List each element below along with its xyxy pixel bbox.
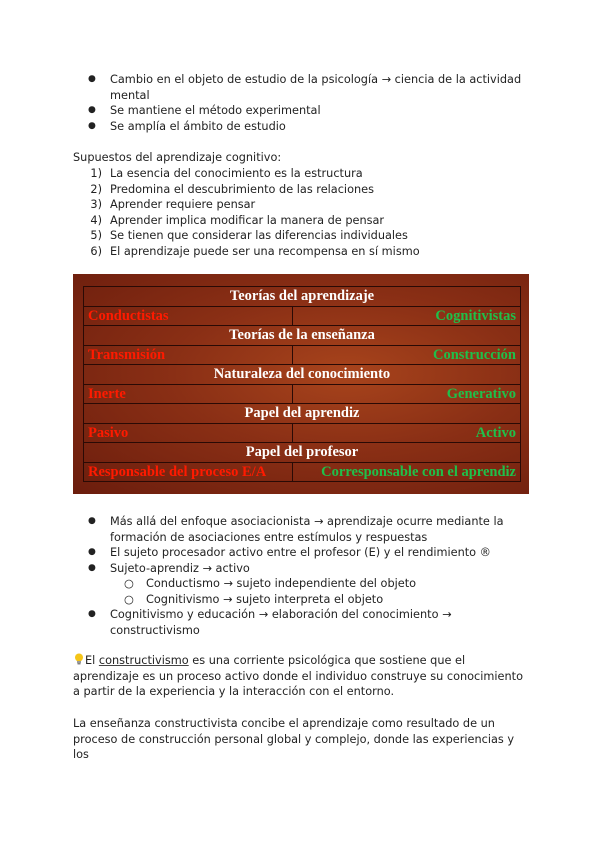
list-item-text: Cognitivismo y educación → elaboración del conocimiento → constructivismo [110, 608, 452, 637]
bullet-icon: ● [88, 120, 96, 131]
list-number: 4) [90, 213, 102, 227]
list-item [88, 561, 528, 577]
list-item-text: Se tienen que considerar las diferencias individuales [110, 229, 408, 242]
table-section-header: Papel del profesor [84, 443, 521, 463]
list-item [88, 166, 518, 182]
table-row [84, 365, 521, 385]
supuestos-numbered-list [88, 166, 518, 259]
table-cell-right: Construcción [293, 345, 521, 365]
theories-table-figure [73, 274, 529, 494]
list-item [88, 103, 528, 119]
table-cell-left: Pasivo [84, 423, 293, 443]
list-item-text: Cambio en el objeto de estudio de la psicología → ciencia de la actividad mental [110, 73, 522, 102]
list-item [88, 197, 518, 213]
paragraph-text-start: El [85, 654, 99, 667]
table-cell-right: Generativo [293, 384, 521, 404]
table-row [84, 287, 521, 307]
list-item-text: Más allá del enfoque asociacionista → aprendizaje ocurre mediante la formación de asociaciones entre estímulos y respuestas [110, 515, 504, 544]
bullet-icon: ● [88, 74, 96, 84]
bullet-icon: ● [88, 547, 96, 557]
table-row [84, 443, 521, 463]
list-item-text: La esencia del conocimiento es la estructura [110, 167, 363, 180]
list-item-text: Conductismo → sujeto independiente del objeto [146, 577, 417, 590]
top-bullet-list [88, 72, 528, 134]
table-row [84, 384, 521, 404]
list-item [88, 244, 518, 260]
table-cell-left: Inerte [84, 384, 293, 404]
list-item [88, 607, 528, 638]
list-item [88, 213, 518, 229]
list-item-text: Cognitivismo → sujeto interpreta el objeto [146, 592, 384, 606]
bullet-icon: ● [88, 609, 96, 619]
list-item [88, 182, 518, 198]
table-section-header: Papel del aprendiz [84, 404, 521, 424]
supuestos-heading: Supuestos del aprendizaje cognitivo: [73, 151, 282, 164]
lightbulb-icon [73, 653, 85, 665]
paragraph-text-rest: es una corriente psicológica que sostiene que el aprendizaje es un proceso activo donde el individuo construye su conocimiento a partir de la experiencia y la interacción con el entorno. [73, 654, 523, 698]
table-cell-left: Conductistas [84, 306, 293, 326]
table-row [84, 404, 521, 424]
constructivismo-term: constructivismo [98, 654, 189, 667]
list-item-text: Predomina el descubrimiento de las relaciones [110, 182, 374, 196]
mid-bullet-list [88, 514, 528, 638]
sub-list-item [88, 592, 528, 608]
table-row [84, 345, 521, 365]
bullet-icon: ● [88, 516, 96, 526]
table-row [84, 306, 521, 326]
list-item-text: El sujeto procesador activo entre el profesor (E) y el rendimiento ® [110, 546, 491, 559]
table-row [84, 423, 521, 443]
table-cell-right: Cognitivistas [293, 306, 521, 326]
list-item-text: Aprender implica modificar la manera de pensar [110, 213, 385, 227]
list-number: 1) [90, 167, 102, 180]
hollow-bullet-icon: ○ [124, 592, 134, 606]
list-item [88, 72, 528, 103]
table-section-header: Teorías del aprendizaje [84, 287, 521, 307]
table-cell-left: Responsable del proceso E/A [84, 462, 293, 482]
list-item [88, 228, 518, 244]
table-cell-right: Corresponsable con el aprendiz [293, 462, 521, 482]
list-item-text: El aprendizaje puede ser una recompensa en sí mismo [110, 244, 420, 258]
list-item [88, 545, 528, 561]
list-item-text: Se mantiene el método experimental [110, 104, 321, 117]
list-item [88, 119, 528, 135]
list-item [88, 514, 528, 545]
bullet-icon: ● [88, 562, 96, 573]
list-number: 5) [90, 229, 102, 242]
table-row [84, 326, 521, 346]
list-number: 6) [90, 244, 102, 258]
sub-list-item [88, 576, 528, 592]
theories-table [83, 286, 521, 482]
ensenanza-paragraph: La enseñanza constructivista concibe el aprendizaje como resultado de un proceso de construcción personal global y complejo, donde las experiencias y los [73, 717, 515, 761]
constructivismo-paragraph [73, 653, 533, 700]
table-section-header: Teorías de la enseñanza [84, 326, 521, 346]
list-number: 3) [90, 198, 102, 211]
table-cell-left: Transmisión [84, 345, 293, 365]
table-section-header: Naturaleza del conocimiento [84, 365, 521, 385]
hollow-bullet-icon: ○ [124, 577, 134, 590]
table-row [84, 462, 521, 482]
list-number: 2) [90, 182, 102, 196]
table-cell-right: Activo [293, 423, 521, 443]
bullet-icon: ● [88, 105, 96, 115]
list-item-text: Aprender requiere pensar [110, 198, 256, 211]
list-item-text: Sujeto-aprendiz → activo [110, 561, 250, 575]
list-item-text: Se amplía el ámbito de estudio [110, 119, 286, 133]
